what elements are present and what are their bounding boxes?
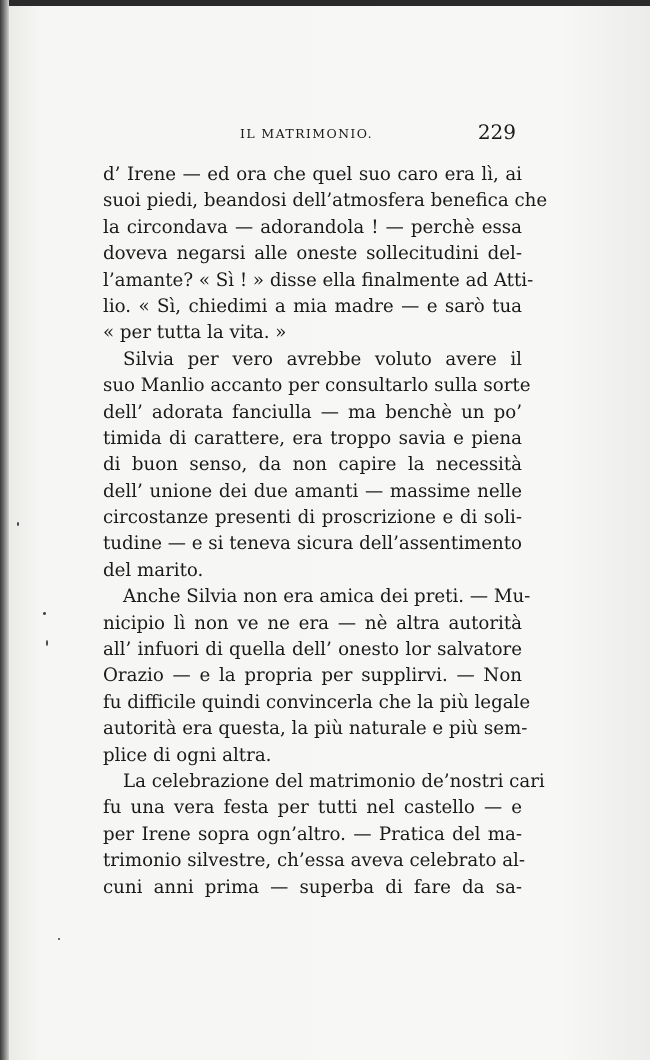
paper-speck — [43, 612, 46, 615]
paper-speck — [17, 522, 19, 526]
text-line: dell’ unione dei due amanti — massime nelle — [103, 480, 522, 502]
text-line: lio. « Sì, chiedimi a mia madre — e sarò tua — [103, 295, 522, 317]
text-line: all’ infuori di quella dell’ onesto lor salvatore — [103, 639, 522, 661]
text-line: fu una vera festa per tutti nel castello — e — [103, 797, 522, 819]
text-line: per Irene sopra ogn’altro. — Pratica del ma- — [103, 823, 522, 845]
text-line: circostanze presenti di proscrizione e di soli- — [103, 507, 522, 529]
text-line: La celebrazione del matrimonio de’nostri cari — [123, 770, 545, 792]
text-line: la circondava — adorandola ! — perchè essa — [103, 216, 522, 238]
paper-speck — [46, 640, 48, 646]
text-line: « per tutta la vita. » — [103, 322, 287, 344]
text-line: timida di carattere, era troppo savia e piena — [103, 427, 522, 449]
text-line: plice di ogni altra. — [103, 744, 272, 766]
body-text — [103, 162, 548, 901]
text-line: Orazio — e la propria per supplirvi. — Non — [103, 665, 522, 687]
text-line: suo Manlio accanto per consultarlo sulla sorte — [103, 375, 531, 397]
text-line: doveva negarsi alle oneste sollecitudini del- — [103, 243, 522, 265]
text-line: del marito. — [103, 559, 204, 581]
text-line: l’amante? « Sì ! » disse ella finalmente ad Atti- — [103, 269, 534, 291]
page-top-shadow — [0, 0, 650, 6]
text-line: autorità era questa, la più naturale e più sem- — [103, 718, 528, 740]
paper-speck — [58, 938, 60, 940]
running-title: IL MATRIMONIO. — [240, 126, 374, 141]
text-line: cuni anni prima — superba di fare da sa- — [103, 876, 522, 898]
text-line: trimonio silvestre, ch’essa aveva celebrato al- — [103, 850, 526, 872]
text-line: suoi piedi, beandosi dell’atmosfera benefica che — [103, 190, 548, 212]
text-line: d’ Irene — ed ora che quel suo caro era lì, ai — [103, 164, 522, 185]
text-line: Silvia per vero avrebbe voluto avere il — [123, 348, 522, 370]
page-number: 229 — [477, 120, 516, 144]
text-line: nicipio lì non ve ne era — nè altra autorità — [103, 612, 522, 634]
text-line: tudine — e si teneva sicura dell’assentimento — [103, 533, 522, 555]
text-line: fu difficile quindi convincerla che la più legale — [103, 691, 531, 713]
text-line: di buon senso, da non capire la necessità — [103, 454, 522, 476]
text-line: Anche Silvia non era amica dei preti. — Mu- — [123, 586, 531, 608]
page-binding-shadow — [0, 0, 9, 1060]
text-line: dell’ adorata fanciulla — ma benchè un po’ — [103, 401, 522, 423]
page-header — [240, 122, 520, 146]
